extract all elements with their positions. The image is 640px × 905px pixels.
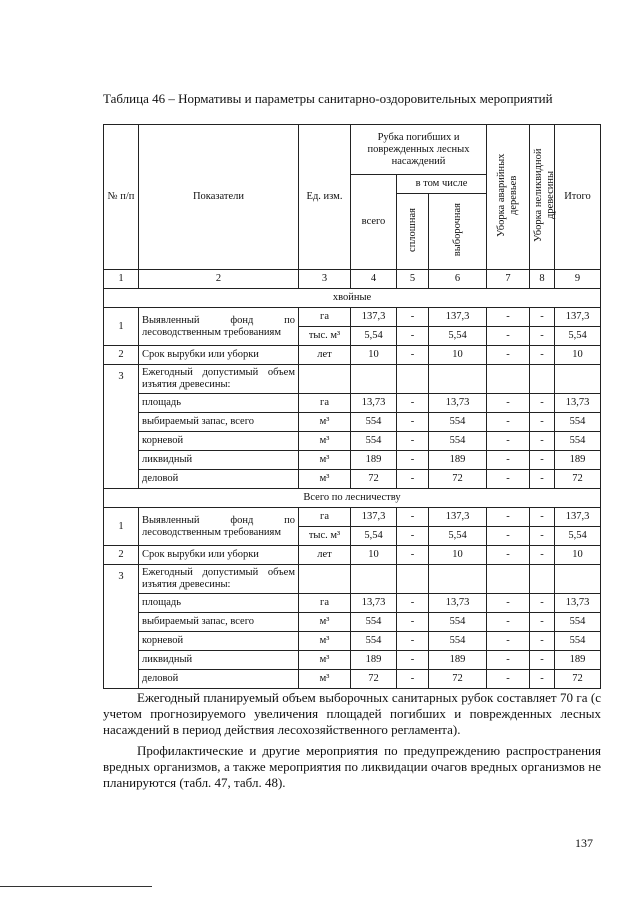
clear-cell: - bbox=[397, 394, 429, 413]
row-label: деловой bbox=[139, 670, 299, 689]
row-number: 1 bbox=[104, 308, 139, 346]
total-all-cell: 554 bbox=[351, 432, 397, 451]
header-felling-group: Рубка погибших и поврежденных лесных насаждений bbox=[351, 125, 487, 175]
illiquid-cell: - bbox=[530, 470, 555, 489]
table-row bbox=[104, 546, 601, 565]
clear-cell: - bbox=[397, 546, 429, 565]
col-number: 6 bbox=[429, 270, 487, 289]
selective-cell: 10 bbox=[429, 346, 487, 365]
total-all-cell: 10 bbox=[351, 346, 397, 365]
unit-cell: лет bbox=[299, 346, 351, 365]
illiquid-cell: - bbox=[530, 432, 555, 451]
unit-cell: га bbox=[299, 308, 351, 327]
table-row bbox=[104, 451, 601, 470]
clear-cell: - bbox=[397, 451, 429, 470]
table-row bbox=[104, 594, 601, 613]
total-cell: 13,73 bbox=[555, 594, 601, 613]
table-row bbox=[104, 308, 601, 327]
page-number: 137 bbox=[575, 836, 593, 850]
col-number: 8 bbox=[530, 270, 555, 289]
row-label: выбираемый запас, всего bbox=[139, 413, 299, 432]
total-cell: 10 bbox=[555, 346, 601, 365]
table-row bbox=[104, 413, 601, 432]
selective-cell: 554 bbox=[429, 613, 487, 632]
row-number: 2 bbox=[104, 346, 139, 365]
unit-cell: м³ bbox=[299, 632, 351, 651]
illiquid-cell: - bbox=[530, 413, 555, 432]
total-cell: 554 bbox=[555, 432, 601, 451]
header-indicator: Показатели bbox=[139, 125, 299, 270]
col-number: 7 bbox=[487, 270, 530, 289]
row-label: корневой bbox=[139, 432, 299, 451]
clear-cell: - bbox=[397, 432, 429, 451]
selective-cell: 554 bbox=[429, 632, 487, 651]
unit-cell: м³ bbox=[299, 470, 351, 489]
section-title: хвойные bbox=[104, 289, 601, 308]
header-total: Итого bbox=[555, 125, 601, 270]
total-all-cell: 5,54 bbox=[351, 527, 397, 546]
row-label: ликвидный bbox=[139, 651, 299, 670]
clear-cell: - bbox=[397, 670, 429, 689]
unit-cell: лет bbox=[299, 546, 351, 565]
total-all-cell: 554 bbox=[351, 613, 397, 632]
header-clear: сплошная bbox=[397, 194, 429, 270]
total-cell: 189 bbox=[555, 451, 601, 470]
row-number: 3 bbox=[104, 565, 139, 689]
emergency-cell: - bbox=[487, 432, 530, 451]
table-row bbox=[104, 613, 601, 632]
empty-cell bbox=[555, 365, 601, 394]
section-header-row bbox=[104, 289, 601, 308]
paragraph-preventive-measures: Профилактические и другие мероприятия по предупреждению распространения вредных организмов, а также мероприятия по ликвидации очагов вредных организмов не планируются (табл. 47, табл. 48). bbox=[103, 743, 601, 790]
unit-cell: м³ bbox=[299, 451, 351, 470]
empty-cell bbox=[530, 365, 555, 394]
total-all-cell: 137,3 bbox=[351, 508, 397, 527]
empty-cell bbox=[555, 565, 601, 594]
illiquid-cell: - bbox=[530, 670, 555, 689]
table-row bbox=[104, 346, 601, 365]
unit-cell: тыс. м³ bbox=[299, 327, 351, 346]
empty-cell bbox=[487, 365, 530, 394]
total-cell: 13,73 bbox=[555, 394, 601, 413]
col-number: 1 bbox=[104, 270, 139, 289]
total-all-cell: 137,3 bbox=[351, 308, 397, 327]
emergency-cell: - bbox=[487, 413, 530, 432]
selective-cell: 72 bbox=[429, 470, 487, 489]
illiquid-cell: - bbox=[530, 508, 555, 527]
total-cell: 189 bbox=[555, 651, 601, 670]
illiquid-cell: - bbox=[530, 451, 555, 470]
col-number: 3 bbox=[299, 270, 351, 289]
table-caption: Таблица 46 – Нормативы и параметры санитарно-оздоровительных мероприятий bbox=[103, 91, 553, 106]
col-number: 5 bbox=[397, 270, 429, 289]
illiquid-cell: - bbox=[530, 651, 555, 670]
empty-cell bbox=[397, 565, 429, 594]
total-cell: 137,3 bbox=[555, 508, 601, 527]
header-emergency: Уборка аварийных деревьев bbox=[487, 125, 530, 270]
header-num: № п/п bbox=[104, 125, 139, 270]
clear-cell: - bbox=[397, 470, 429, 489]
emergency-cell: - bbox=[487, 651, 530, 670]
illiquid-cell: - bbox=[530, 527, 555, 546]
table-row bbox=[104, 432, 601, 451]
table-row bbox=[104, 670, 601, 689]
unit-cell: м³ bbox=[299, 670, 351, 689]
empty-cell bbox=[351, 565, 397, 594]
row-label: ликвидный bbox=[139, 451, 299, 470]
unit-cell: га bbox=[299, 508, 351, 527]
emergency-cell: - bbox=[487, 632, 530, 651]
row-label: корневой bbox=[139, 632, 299, 651]
row-label: Срок вырубки или уборки bbox=[139, 546, 299, 565]
empty-cell bbox=[397, 365, 429, 394]
emergency-cell: - bbox=[487, 327, 530, 346]
unit-cell: м³ bbox=[299, 413, 351, 432]
unit-cell: м³ bbox=[299, 432, 351, 451]
illiquid-cell: - bbox=[530, 327, 555, 346]
header-total-all: всего bbox=[351, 175, 397, 270]
section-header-row bbox=[104, 489, 601, 508]
total-cell: 72 bbox=[555, 670, 601, 689]
clear-cell: - bbox=[397, 413, 429, 432]
emergency-cell: - bbox=[487, 394, 530, 413]
total-cell: 554 bbox=[555, 613, 601, 632]
column-numbers-row bbox=[104, 270, 601, 289]
illiquid-cell: - bbox=[530, 613, 555, 632]
selective-cell: 13,73 bbox=[429, 594, 487, 613]
selective-cell: 72 bbox=[429, 670, 487, 689]
row-label: площадь bbox=[139, 394, 299, 413]
table-row bbox=[104, 651, 601, 670]
total-cell: 72 bbox=[555, 470, 601, 489]
empty-cell bbox=[429, 365, 487, 394]
header-unit: Ед. изм. bbox=[299, 125, 351, 270]
total-cell: 137,3 bbox=[555, 308, 601, 327]
selective-cell: 554 bbox=[429, 413, 487, 432]
total-cell: 5,54 bbox=[555, 327, 601, 346]
table-row bbox=[104, 394, 601, 413]
total-all-cell: 554 bbox=[351, 413, 397, 432]
table-row bbox=[104, 470, 601, 489]
emergency-cell: - bbox=[487, 670, 530, 689]
empty-cell bbox=[299, 565, 351, 594]
total-all-cell: 5,54 bbox=[351, 327, 397, 346]
clear-cell: - bbox=[397, 346, 429, 365]
total-all-cell: 13,73 bbox=[351, 594, 397, 613]
unit-cell: м³ bbox=[299, 613, 351, 632]
row-number: 3 bbox=[104, 365, 139, 489]
selective-cell: 5,54 bbox=[429, 527, 487, 546]
clear-cell: - bbox=[397, 651, 429, 670]
row-number: 1 bbox=[104, 508, 139, 546]
emergency-cell: - bbox=[487, 594, 530, 613]
footnote-divider bbox=[0, 886, 152, 887]
empty-cell bbox=[299, 365, 351, 394]
selective-cell: 189 bbox=[429, 651, 487, 670]
emergency-cell: - bbox=[487, 527, 530, 546]
row-label: Срок вырубки или уборки bbox=[139, 346, 299, 365]
total-cell: 5,54 bbox=[555, 527, 601, 546]
unit-cell: тыс. м³ bbox=[299, 527, 351, 546]
total-all-cell: 72 bbox=[351, 470, 397, 489]
row-label: деловой bbox=[139, 470, 299, 489]
empty-cell bbox=[487, 565, 530, 594]
row-label: Ежегодный допустимый объем изъятия древесины: bbox=[139, 565, 299, 594]
col-number: 9 bbox=[555, 270, 601, 289]
clear-cell: - bbox=[397, 527, 429, 546]
illiquid-cell: - bbox=[530, 632, 555, 651]
selective-cell: 554 bbox=[429, 432, 487, 451]
total-all-cell: 10 bbox=[351, 546, 397, 565]
total-all-cell: 189 bbox=[351, 451, 397, 470]
illiquid-cell: - bbox=[530, 346, 555, 365]
emergency-cell: - bbox=[487, 451, 530, 470]
row-label: Выявленный фонд по лесоводственным требованиям bbox=[139, 308, 299, 346]
paragraph-sanitary-felling: Ежегодный планируемый объем выборочных санитарных рубок составляет 70 га (с учетом прогнозируемого увеличения площадей погибших и поврежденных лесных насаждений в период действия лесохозяйственного регламента). bbox=[103, 690, 601, 737]
unit-cell: м³ bbox=[299, 651, 351, 670]
row-label: площадь bbox=[139, 594, 299, 613]
row-label: Выявленный фонд по лесоводственным требованиям bbox=[139, 508, 299, 546]
clear-cell: - bbox=[397, 508, 429, 527]
table-row bbox=[104, 565, 601, 594]
selective-cell: 137,3 bbox=[429, 308, 487, 327]
clear-cell: - bbox=[397, 308, 429, 327]
total-all-cell: 189 bbox=[351, 651, 397, 670]
total-cell: 554 bbox=[555, 413, 601, 432]
col-number: 4 bbox=[351, 270, 397, 289]
clear-cell: - bbox=[397, 632, 429, 651]
emergency-cell: - bbox=[487, 346, 530, 365]
table-row bbox=[104, 365, 601, 394]
empty-cell bbox=[530, 565, 555, 594]
total-all-cell: 72 bbox=[351, 670, 397, 689]
col-number: 2 bbox=[139, 270, 299, 289]
illiquid-cell: - bbox=[530, 308, 555, 327]
emergency-cell: - bbox=[487, 470, 530, 489]
illiquid-cell: - bbox=[530, 394, 555, 413]
total-all-cell: 554 bbox=[351, 632, 397, 651]
emergency-cell: - bbox=[487, 613, 530, 632]
unit-cell: га bbox=[299, 594, 351, 613]
unit-cell: га bbox=[299, 394, 351, 413]
selective-cell: 189 bbox=[429, 451, 487, 470]
row-number: 2 bbox=[104, 546, 139, 565]
selective-cell: 10 bbox=[429, 546, 487, 565]
table-row bbox=[104, 508, 601, 527]
illiquid-cell: - bbox=[530, 594, 555, 613]
empty-cell bbox=[351, 365, 397, 394]
emergency-cell: - bbox=[487, 308, 530, 327]
empty-cell bbox=[429, 565, 487, 594]
header-selective: выборочная bbox=[429, 194, 487, 270]
emergency-cell: - bbox=[487, 508, 530, 527]
total-all-cell: 13,73 bbox=[351, 394, 397, 413]
row-label: Ежегодный допустимый объем изъятия древесины: bbox=[139, 365, 299, 394]
selective-cell: 137,3 bbox=[429, 508, 487, 527]
total-cell: 554 bbox=[555, 632, 601, 651]
clear-cell: - bbox=[397, 327, 429, 346]
total-cell: 10 bbox=[555, 546, 601, 565]
selective-cell: 5,54 bbox=[429, 327, 487, 346]
row-label: выбираемый запас, всего bbox=[139, 613, 299, 632]
selective-cell: 13,73 bbox=[429, 394, 487, 413]
emergency-cell: - bbox=[487, 546, 530, 565]
section-title: Всего по лесничеству bbox=[104, 489, 601, 508]
clear-cell: - bbox=[397, 594, 429, 613]
clear-cell: - bbox=[397, 613, 429, 632]
header-illiquid: Уборка неликвидной древесины bbox=[530, 125, 555, 270]
norms-table bbox=[103, 124, 601, 689]
illiquid-cell: - bbox=[530, 546, 555, 565]
table-row bbox=[104, 632, 601, 651]
header-including: в том числе bbox=[397, 175, 487, 194]
